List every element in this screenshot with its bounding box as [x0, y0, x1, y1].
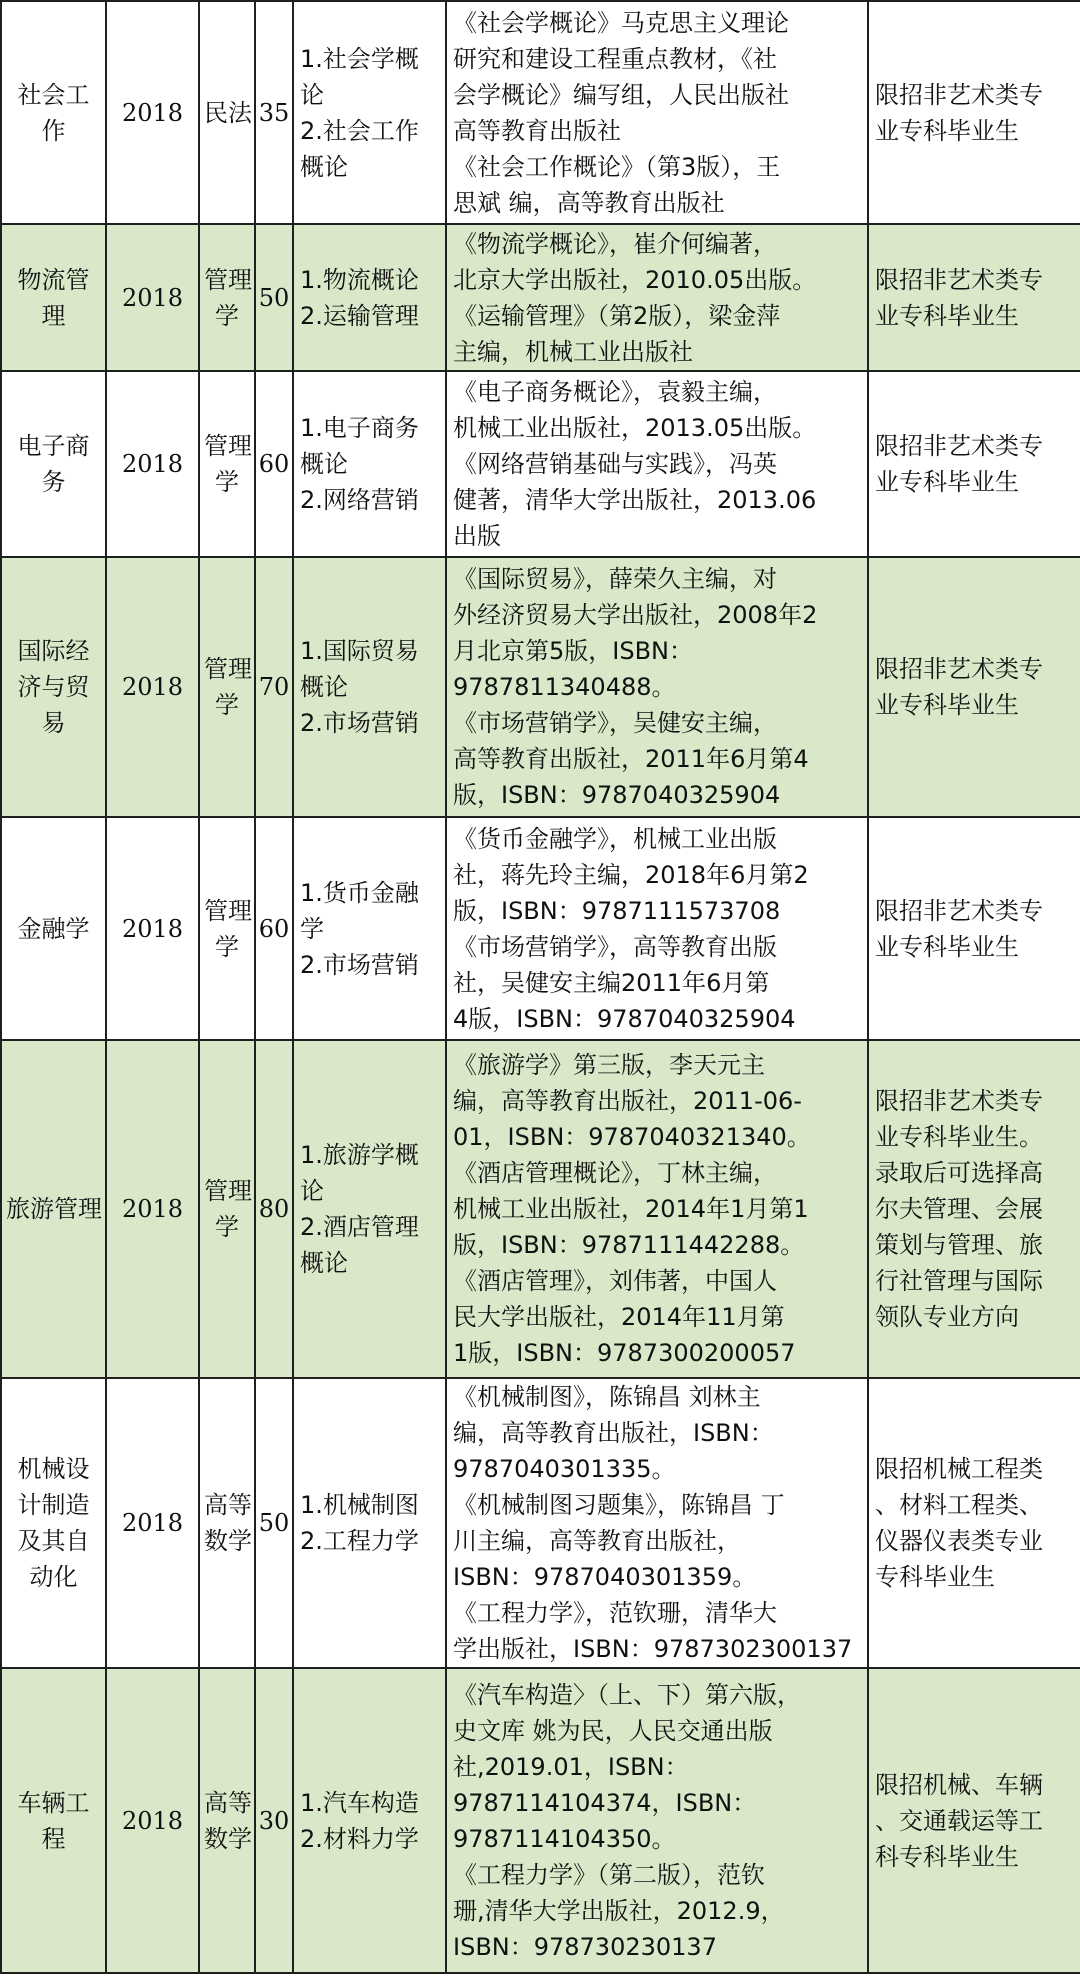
subject-cell-line: 管理 — [204, 265, 252, 294]
books-cell — [446, 1, 868, 224]
subject-cell — [199, 557, 255, 817]
year-cell: 2018 — [106, 1040, 199, 1378]
books-cell-line: 《汽车构造〉（上、下）第六版， — [453, 1680, 801, 1709]
books-cell-line: 主编，机械工业出版社 — [453, 337, 693, 366]
table-row — [1, 371, 1080, 557]
major-cell-line: 作 — [41, 116, 66, 145]
courses-cell — [293, 371, 446, 557]
quota-cell: 70 — [255, 557, 293, 817]
books-cell-line: 高等教育出版社 — [453, 116, 621, 145]
major-cell — [1, 1378, 106, 1668]
requirement-cell-line: 、交通载运等工 — [875, 1806, 1043, 1835]
subject-cell — [199, 371, 255, 557]
major-cell — [1, 817, 106, 1040]
books-cell-line: 《社会工作概论》（第3版），王 — [453, 152, 781, 181]
books-cell-line: 民大学出版社，2014年11月第 — [453, 1303, 785, 1331]
year-cell: 2018 — [106, 557, 199, 817]
books-cell-line: 月北京第5版，ISBN： — [453, 637, 693, 665]
books-cell-line: 《酒店管理》，刘伟著，中国人 — [453, 1267, 777, 1295]
courses-cell — [293, 1, 446, 224]
books-cell-line: 学出版社，ISBN：9787302300137 — [453, 1635, 853, 1663]
books-cell — [446, 557, 868, 817]
table-row — [1, 1, 1080, 224]
subject-cell-line: 数学 — [204, 1824, 252, 1853]
courses-cell-line: 概论 — [300, 152, 348, 181]
books-cell-line: 机械工业出版社，2013.05出版。 — [453, 414, 817, 442]
books-cell-line: 《社会学概论》马克思主义理论 — [453, 8, 789, 37]
major-cell-line: 金融学 — [17, 914, 90, 943]
subject-cell — [199, 1040, 255, 1378]
courses-cell-line: 2.材料力学 — [300, 1824, 419, 1853]
major-cell-line: 计制造 — [17, 1491, 90, 1519]
table-row — [1, 1668, 1080, 1973]
courses-cell-line: 1.旅游学概 — [300, 1141, 419, 1169]
subject-cell-line: 学 — [215, 691, 239, 719]
books-cell-line: 01，ISBN：9787040321340。 — [453, 1123, 811, 1151]
courses-cell-line: 概论 — [300, 673, 348, 701]
books-cell-line: 健著，清华大学出版社，2013.06 — [453, 486, 817, 514]
books-cell-line: 版，ISBN：9787111573708 — [453, 896, 781, 925]
books-cell — [446, 1040, 868, 1378]
courses-cell-line: 2.社会工作 — [300, 116, 419, 145]
quota-cell: 30 — [255, 1668, 293, 1973]
courses-cell — [293, 817, 446, 1040]
books-cell-line: 《国际贸易》，薛荣久主编，对 — [453, 565, 777, 593]
courses-cell-line: 2.市场营销 — [300, 709, 419, 737]
requirement-cell-line: 限招机械工程类 — [875, 1455, 1043, 1483]
books-cell-line: 《运输管理》（第2版），梁金萍 — [453, 301, 781, 330]
books-cell-line: 《市场营销学》，高等教育出版 — [453, 932, 777, 961]
courses-cell-line: 1.物流概论 — [300, 265, 419, 294]
books-cell — [446, 1668, 868, 1973]
books-cell-line: 9787114104350。 — [453, 1824, 676, 1853]
year-cell: 2018 — [106, 817, 199, 1040]
books-cell-line: 编，高等教育出版社，2011-06- — [453, 1087, 802, 1115]
books-cell-line: 机械工业出版社，2014年1月第1 — [453, 1195, 809, 1223]
subject-cell-line: 学 — [215, 301, 239, 330]
requirement-cell-line: 限招非艺术类专 — [875, 80, 1043, 109]
subject-cell — [199, 224, 255, 371]
courses-cell-line: 1.国际贸易 — [300, 637, 419, 665]
major-cell-line: 机械设 — [17, 1455, 90, 1483]
major-cell — [1, 1668, 106, 1973]
requirement-cell-line: 仪器仪表类专业 — [875, 1527, 1043, 1555]
major-cell-line: 及其自 — [17, 1527, 90, 1555]
major-cell-line: 动化 — [29, 1563, 78, 1591]
books-cell-line: 出版 — [453, 522, 501, 550]
requirement-cell — [868, 371, 1080, 557]
books-cell-line: ISBN：9787040301359。 — [453, 1563, 757, 1591]
major-cell-line: 物流管 — [17, 265, 90, 294]
quota-cell: 35 — [255, 1, 293, 224]
requirement-cell-line: 专科毕业生 — [875, 1563, 995, 1591]
table-row — [1, 1040, 1080, 1378]
major-cell — [1, 1, 106, 224]
subject-cell-line: 管理 — [204, 655, 252, 683]
books-cell-line: 《市场营销学》，吴健安主编， — [453, 709, 777, 737]
courses-cell — [293, 557, 446, 817]
books-cell-line: 《电子商务概论》，袁毅主编， — [453, 378, 777, 406]
requirement-cell-line: 限招机械、车辆 — [875, 1770, 1043, 1799]
books-cell-line: 编，高等教育出版社，ISBN： — [453, 1419, 774, 1447]
courses-cell — [293, 224, 446, 371]
quota-cell: 60 — [255, 817, 293, 1040]
books-cell-line: 《工程力学》，范钦珊，清华大 — [453, 1599, 777, 1627]
major-cell — [1, 557, 106, 817]
subject-cell-line: 学 — [215, 932, 239, 961]
requirement-cell-line: 科专科毕业生 — [875, 1842, 1019, 1871]
subject-cell-line: 管理 — [204, 432, 252, 460]
year-cell: 2018 — [106, 1, 199, 224]
subject-cell — [199, 1, 255, 224]
subject-cell — [199, 817, 255, 1040]
courses-cell-line: 1.电子商务 — [300, 414, 419, 442]
books-cell-line: 版，ISBN：9787040325904 — [453, 781, 781, 809]
courses-cell-line: 概论 — [300, 1249, 348, 1277]
requirement-cell — [868, 557, 1080, 817]
courses-cell-line: 1.社会学概 — [300, 44, 419, 73]
table-row — [1, 224, 1080, 371]
courses-cell-line: 概论 — [300, 450, 348, 478]
courses-cell-line: 2.网络营销 — [300, 486, 419, 514]
requirement-cell-line: 领队专业方向 — [875, 1303, 1019, 1331]
courses-cell-line: 1.汽车构造 — [300, 1788, 419, 1817]
courses-cell — [293, 1378, 446, 1668]
requirement-cell-line: 限招非艺术类专 — [875, 432, 1043, 460]
requirement-cell-line: 、材料工程类、 — [875, 1491, 1043, 1519]
requirement-cell — [868, 817, 1080, 1040]
table-row — [1, 557, 1080, 817]
courses-cell — [293, 1668, 446, 1973]
books-cell-line: 《机械制图》，陈锦昌 刘林主 — [453, 1383, 761, 1411]
requirement-cell-line: 行社管理与国际 — [875, 1267, 1043, 1295]
requirement-cell-line: 业专科毕业生 — [875, 691, 1019, 719]
courses-cell — [293, 1040, 446, 1378]
courses-cell-line: 2.工程力学 — [300, 1527, 419, 1555]
courses-cell-line: 1.货币金融 — [300, 878, 419, 907]
year-cell: 2018 — [106, 371, 199, 557]
courses-cell-line: 论 — [300, 1177, 324, 1205]
requirement-cell-line: 尔夫管理、会展 — [875, 1195, 1043, 1223]
major-cell-line: 济与贸 — [17, 673, 90, 701]
subject-cell-line: 数学 — [204, 1527, 252, 1555]
requirement-cell-line: 限招非艺术类专 — [875, 265, 1043, 294]
courses-cell-line: 学 — [300, 914, 324, 943]
courses-cell-line: 2.市场营销 — [300, 950, 419, 979]
quota-cell: 80 — [255, 1040, 293, 1378]
major-cell-line: 程 — [41, 1824, 66, 1853]
subject-cell-line: 学 — [215, 468, 239, 496]
books-cell-line: 《旅游学》第三版，李天元主 — [453, 1051, 765, 1079]
quota-cell: 50 — [255, 224, 293, 371]
requirement-cell-line: 录取后可选择高 — [875, 1159, 1043, 1187]
books-cell-line: ISBN：978730230137 — [453, 1932, 717, 1961]
year-cell: 2018 — [106, 1378, 199, 1668]
requirement-cell — [868, 1040, 1080, 1378]
major-cell-line: 电子商 — [17, 432, 90, 460]
books-cell — [446, 371, 868, 557]
year-cell: 2018 — [106, 224, 199, 371]
books-cell-line: 《工程力学》（第二版），范钦 — [453, 1860, 765, 1889]
major-cell-line: 易 — [41, 709, 66, 737]
books-cell-line: 9787040301335。 — [453, 1455, 676, 1483]
requirement-cell-line: 限招非艺术类专 — [875, 1087, 1043, 1115]
requirement-cell-line: 限招非艺术类专 — [875, 655, 1043, 683]
major-cell-line: 务 — [41, 468, 66, 496]
books-cell-line: 川主编，高等教育出版社， — [453, 1527, 741, 1555]
books-cell-line: 9787811340488。 — [453, 673, 676, 701]
books-cell-line: 珊,清华大学出版社，2012.9， — [453, 1896, 785, 1925]
books-cell-line: 1版，ISBN：9787300200057 — [453, 1339, 796, 1367]
books-cell — [446, 224, 868, 371]
books-cell-line: 外经济贸易大学出版社，2008年2 — [453, 601, 818, 629]
major-cell — [1, 1040, 106, 1378]
subject-cell-line: 高等 — [204, 1491, 252, 1519]
books-cell-line: 4版，ISBN：9787040325904 — [453, 1004, 796, 1033]
subject-cell — [199, 1668, 255, 1973]
requirement-cell-line: 业专科毕业生 — [875, 116, 1019, 145]
courses-cell-line: 2.酒店管理 — [300, 1213, 419, 1241]
books-cell-line: 社，蒋先玲主编，2018年6月第2 — [453, 860, 809, 889]
subject-cell — [199, 1378, 255, 1668]
books-cell-line: 《酒店管理概论》，丁林主编， — [453, 1159, 777, 1187]
year-cell: 2018 — [106, 1668, 199, 1973]
books-cell-line: 版，ISBN：9787111442288。 — [453, 1231, 805, 1259]
major-cell-line: 理 — [41, 301, 66, 330]
requirement-cell — [868, 224, 1080, 371]
courses-cell-line: 论 — [300, 80, 324, 109]
requirement-cell-line: 限招非艺术类专 — [875, 896, 1043, 925]
major-cell — [1, 224, 106, 371]
major-cell — [1, 371, 106, 557]
major-cell-line: 国际经 — [17, 637, 90, 665]
courses-cell-line: 2.运输管理 — [300, 301, 419, 330]
books-cell-line: 9787114104374，ISBN： — [453, 1788, 757, 1817]
books-cell-line: 《网络营销基础与实践》，冯英 — [453, 450, 777, 478]
books-cell-line: 社，吴健安主编2011年6月第 — [453, 968, 770, 997]
books-cell-line: 研究和建设工程重点教材，《社 — [453, 44, 777, 73]
books-cell-line: 史文库 姚为民，人民交通出版 — [453, 1716, 773, 1745]
books-cell-line: 《机械制图习题集》，陈锦昌 丁 — [453, 1491, 785, 1519]
requirement-cell-line: 策划与管理、旅 — [875, 1231, 1043, 1259]
subject-cell-line: 管理 — [204, 1177, 252, 1205]
major-cell-line: 车辆工 — [17, 1788, 90, 1817]
major-cell-line: 旅游管理 — [6, 1195, 102, 1223]
requirement-cell — [868, 1378, 1080, 1668]
subject-cell-line: 管理 — [204, 896, 252, 925]
requirement-cell-line: 业专科毕业生 — [875, 301, 1019, 330]
courses-cell-line: 1.机械制图 — [300, 1491, 419, 1519]
quota-cell: 60 — [255, 371, 293, 557]
requirement-cell — [868, 1668, 1080, 1973]
books-cell-line: 《物流学概论》，崔介何编著， — [453, 229, 777, 258]
requirement-cell-line: 业专科毕业生 — [875, 932, 1019, 961]
books-cell-line: 社,2019.01，ISBN： — [453, 1752, 689, 1781]
table-row — [1, 1378, 1080, 1668]
books-cell-line: 会学概论》编写组，人民出版社 — [453, 80, 789, 109]
requirement-cell-line: 业专科毕业生。 — [875, 1123, 1043, 1151]
subject-cell-line: 民法 — [204, 98, 252, 127]
subject-cell-line: 学 — [215, 1213, 239, 1241]
table-row — [1, 817, 1080, 1040]
books-cell-line: 思斌 编，高等教育出版社 — [453, 188, 725, 217]
books-cell — [446, 1378, 868, 1668]
books-cell-line: 《货币金融学》，机械工业出版 — [453, 824, 777, 853]
major-cell-line: 社会工 — [17, 80, 90, 109]
subject-cell-line: 高等 — [204, 1788, 252, 1817]
requirement-cell — [868, 1, 1080, 224]
requirement-cell-line: 业专科毕业生 — [875, 468, 1019, 496]
quota-cell: 50 — [255, 1378, 293, 1668]
books-cell-line: 高等教育出版社，2011年6月第4 — [453, 745, 809, 773]
books-cell-line: 北京大学出版社，2010.05出版。 — [453, 265, 817, 294]
books-cell — [446, 817, 868, 1040]
